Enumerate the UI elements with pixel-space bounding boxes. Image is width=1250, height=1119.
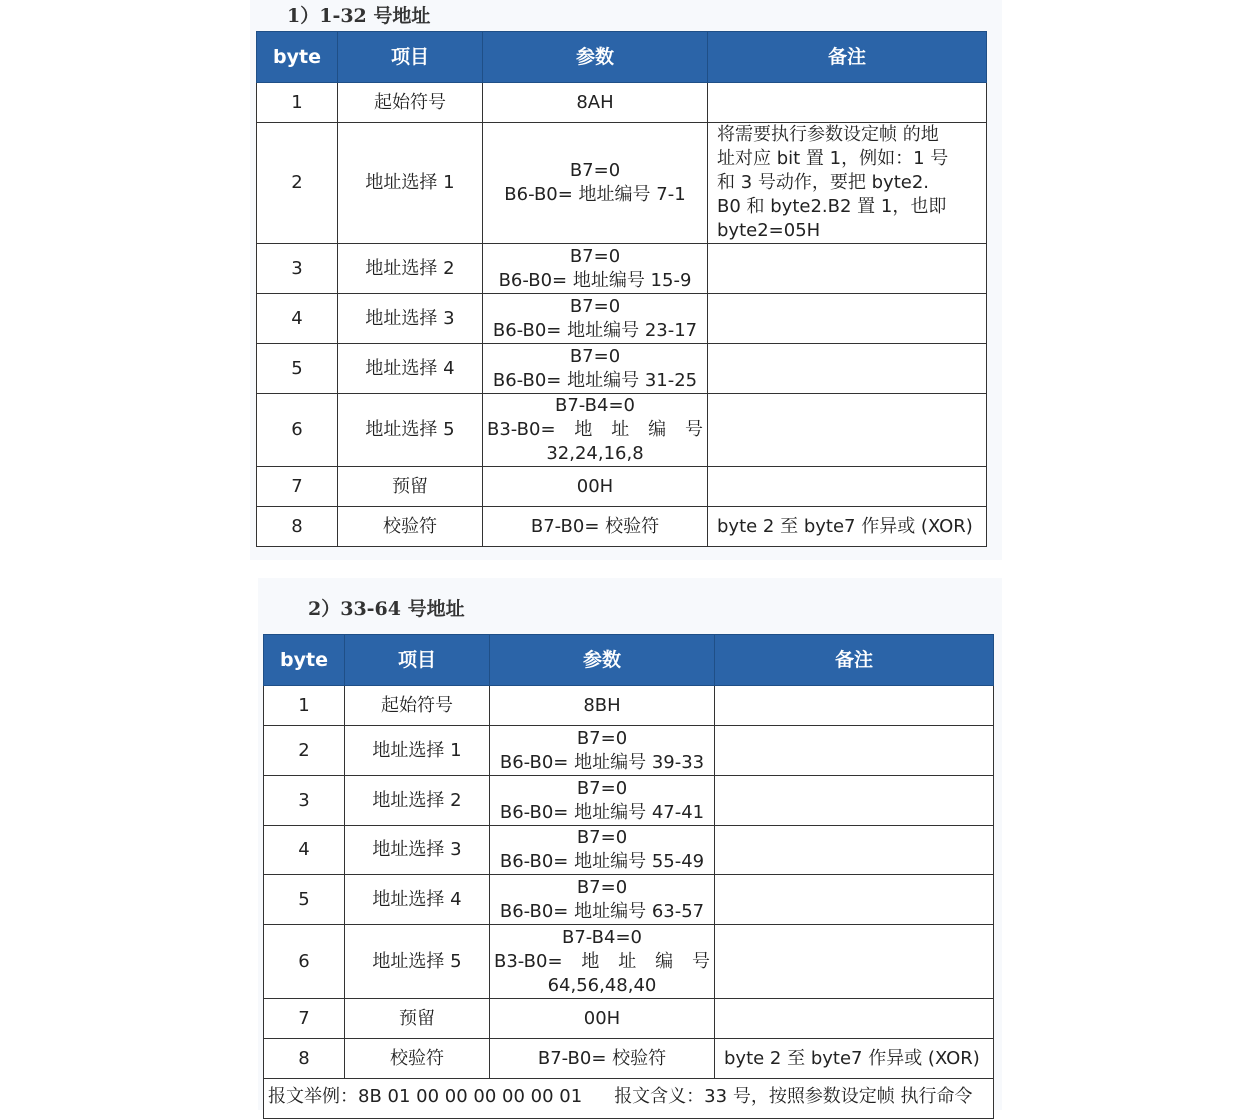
note-cell	[708, 394, 987, 467]
header-param: 参数	[490, 635, 715, 686]
param-cell	[490, 726, 715, 776]
item-cell: 地址选择 1	[345, 726, 490, 776]
note-line: 址对应 bit 置 1，例如：1 号	[717, 148, 949, 169]
param-word: 编	[648, 419, 667, 440]
note-cell	[708, 344, 987, 394]
param-line: 00H	[576, 475, 614, 497]
param-word: B3-B0=	[494, 950, 563, 972]
note-line: 将需要执行参数设定帧 的地	[717, 124, 939, 145]
example-text: 报文举例：8B 01 00 00 00 00 00 01	[268, 1086, 583, 1107]
byte-cell: 1	[264, 686, 345, 726]
param-word: 址	[618, 950, 637, 972]
param-line: B7=0	[569, 245, 621, 267]
byte-cell: 3	[264, 776, 345, 826]
table-header-row	[257, 32, 987, 83]
param-line: 00H	[583, 1007, 621, 1029]
header-item: 项目	[345, 635, 490, 686]
param-line: B7=0	[576, 827, 628, 848]
param-cell	[490, 776, 715, 826]
byte-cell: 8	[257, 507, 338, 547]
byte-cell: 4	[257, 294, 338, 344]
table-row	[264, 999, 994, 1039]
param-line: B7-B0= 校验符	[537, 1047, 667, 1069]
param-line: B6-B0= 地址编号 47-41	[499, 801, 705, 823]
table-row	[257, 344, 987, 394]
note-cell	[715, 875, 994, 925]
note-line: 和 3 号动作，要把 byte2.	[717, 172, 930, 193]
note-line: B0 和 byte2.B2 置 1，也即	[717, 196, 947, 217]
table-header-row	[264, 635, 994, 686]
note-cell	[715, 726, 994, 776]
item-cell: 地址选择 4	[345, 875, 490, 925]
item-cell: 地址选择 4	[338, 344, 483, 394]
note-cell	[715, 1039, 994, 1079]
param-line: 8BH	[583, 694, 621, 716]
note-cell	[715, 826, 994, 875]
byte-cell: 6	[264, 925, 345, 999]
item-cell: 校验符	[345, 1039, 490, 1079]
note-cell	[708, 467, 987, 507]
byte-cell: 2	[257, 123, 338, 244]
param-cell	[483, 244, 708, 294]
param-cell	[483, 83, 708, 123]
param-line: 32,24,16,8	[546, 443, 644, 464]
param-line	[487, 418, 703, 442]
param-line: B6-B0= 地址编号 39-33	[499, 751, 705, 773]
param-cell	[490, 1039, 715, 1079]
byte-cell: 3	[257, 244, 338, 294]
note-cell	[708, 83, 987, 123]
note-line: byte 2 至 byte7 作异或 (XOR)	[717, 515, 973, 537]
param-line: B6-B0= 地址编号 63-57	[499, 900, 705, 922]
header-byte: byte	[264, 635, 345, 686]
param-cell	[483, 294, 708, 344]
table-row	[257, 507, 987, 547]
item-cell: 地址选择 5	[345, 925, 490, 999]
note-cell	[708, 507, 987, 547]
item-cell: 预留	[345, 999, 490, 1039]
table-row	[264, 826, 994, 875]
table-row	[257, 83, 987, 123]
item-cell: 起始符号	[338, 83, 483, 123]
param-word: 号	[691, 950, 710, 972]
header-param: 参数	[483, 32, 708, 83]
example-row	[264, 1079, 994, 1119]
table-row	[264, 925, 994, 999]
table-row	[257, 244, 987, 294]
param-cell	[483, 123, 708, 244]
header-item: 项目	[338, 32, 483, 83]
byte-cell: 5	[264, 875, 345, 925]
note-cell	[708, 123, 987, 244]
item-cell: 预留	[338, 467, 483, 507]
note-cell	[715, 925, 994, 999]
byte-cell: 5	[257, 344, 338, 394]
table-row	[257, 467, 987, 507]
item-cell: 校验符	[338, 507, 483, 547]
item-cell: 起始符号	[345, 686, 490, 726]
header-note: 备注	[715, 635, 994, 686]
header-note: 备注	[708, 32, 987, 83]
table-row	[264, 776, 994, 826]
byte-cell: 6	[257, 394, 338, 467]
param-cell	[490, 925, 715, 999]
table-row	[264, 875, 994, 925]
param-cell	[483, 344, 708, 394]
param-line: 8AH	[576, 91, 614, 113]
item-cell: 地址选择 2	[338, 244, 483, 294]
param-line: B6-B0= 地址编号 31-25	[492, 369, 698, 391]
byte-cell: 2	[264, 726, 345, 776]
param-line: B7=0	[576, 876, 628, 898]
param-line: B7=0	[569, 295, 621, 317]
item-cell: 地址选择 3	[345, 826, 490, 875]
param-line: 64,56,48,40	[547, 974, 657, 996]
byte-cell: 7	[257, 467, 338, 507]
param-word: B3-B0=	[487, 419, 556, 440]
byte-cell: 4	[264, 826, 345, 875]
param-cell	[490, 686, 715, 726]
param-word: 编	[655, 950, 674, 972]
header-byte: byte	[257, 32, 338, 83]
byte-cell: 7	[264, 999, 345, 1039]
param-line: B6-B0= 地址编号 55-49	[499, 851, 705, 872]
param-line: B6-B0= 地址编号 15-9	[498, 269, 692, 291]
param-word: 号	[684, 419, 703, 440]
param-cell	[490, 999, 715, 1039]
param-line: B7-B4=0	[562, 926, 642, 948]
table-row	[257, 123, 987, 244]
note-line: byte 2 至 byte7 作异或 (XOR)	[724, 1047, 980, 1069]
param-line: B6-B0= 地址编号 23-17	[492, 319, 698, 341]
table-row	[257, 394, 987, 467]
param-word: 地	[574, 419, 593, 440]
section2-table	[263, 634, 994, 1119]
item-cell: 地址选择 3	[338, 294, 483, 344]
table-row	[264, 686, 994, 726]
param-word: 地	[581, 950, 600, 972]
param-cell	[490, 826, 715, 875]
param-line: B7-B4=0	[555, 395, 635, 416]
param-cell	[490, 875, 715, 925]
note-cell	[708, 244, 987, 294]
param-line: B6-B0= 地址编号 7-1	[504, 184, 686, 205]
item-cell: 地址选择 2	[345, 776, 490, 826]
section1-heading: 1）1-32 号地址	[287, 5, 431, 27]
note-cell	[715, 999, 994, 1039]
byte-cell: 1	[257, 83, 338, 123]
note-line: byte2=05H	[717, 220, 821, 241]
param-line: B7=0	[576, 777, 628, 799]
note-cell	[715, 776, 994, 826]
table-row	[257, 294, 987, 344]
param-line	[494, 950, 710, 974]
item-cell: 地址选择 1	[338, 123, 483, 244]
param-cell	[483, 394, 708, 467]
example-cell	[264, 1079, 994, 1119]
param-line: B7=0	[576, 727, 628, 749]
table-row	[264, 1039, 994, 1079]
param-cell	[483, 467, 708, 507]
item-cell: 地址选择 5	[338, 394, 483, 467]
param-cell	[483, 507, 708, 547]
table-row	[264, 726, 994, 776]
example-meaning: 报文含义：33 号，按照参数设定帧 执行命令	[614, 1086, 973, 1107]
byte-cell: 8	[264, 1039, 345, 1079]
section1-table	[256, 31, 987, 547]
note-cell	[715, 686, 994, 726]
param-word: 址	[611, 419, 630, 440]
param-line: B7=0	[569, 345, 621, 367]
param-line: B7=0	[569, 160, 621, 181]
note-cell	[708, 294, 987, 344]
section2-heading: 2）33-64 号地址	[308, 598, 465, 620]
param-line: B7-B0= 校验符	[530, 515, 660, 537]
